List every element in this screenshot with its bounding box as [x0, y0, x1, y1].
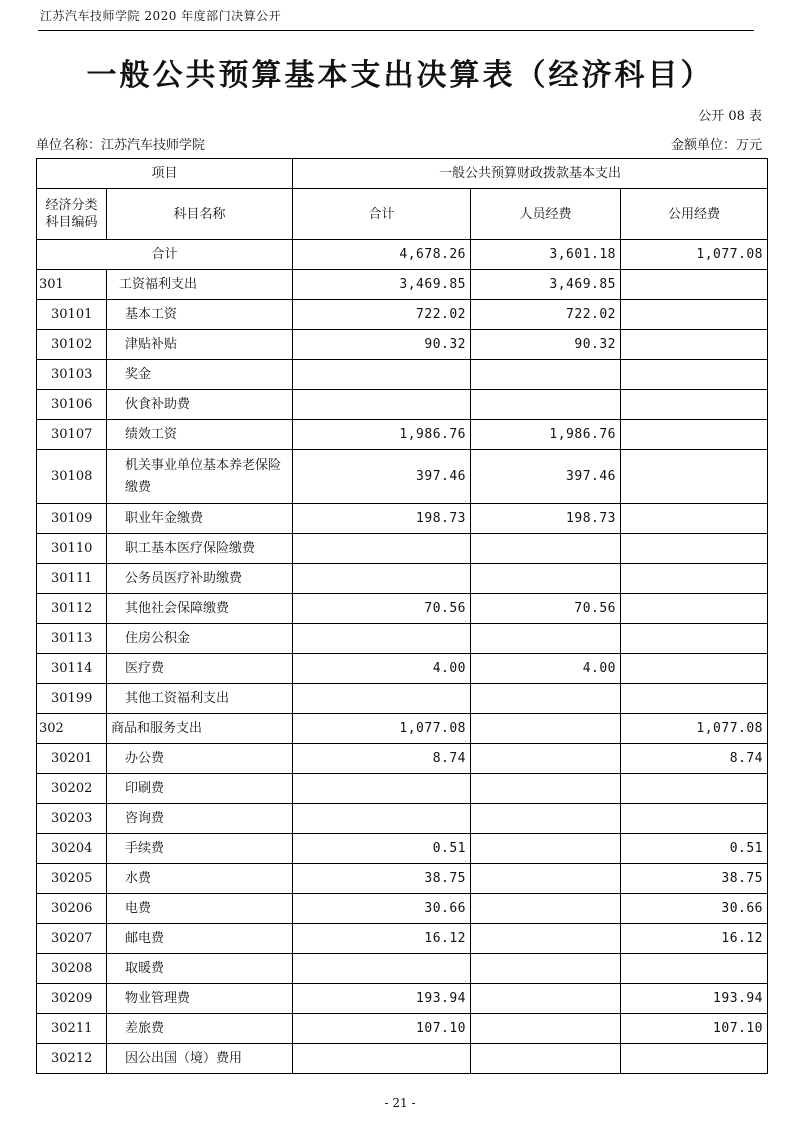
table-row	[37, 744, 768, 774]
row-total: 8.74	[293, 744, 471, 774]
header-personnel: 人员经费	[471, 189, 621, 240]
table-body	[37, 159, 768, 1074]
row-total: 3,469.85	[293, 270, 471, 300]
row-name: 其他社会保障缴费	[107, 594, 293, 624]
row-code: 30211	[37, 1014, 107, 1044]
row-public	[621, 390, 768, 420]
table-row	[37, 684, 768, 714]
row-total	[293, 1044, 471, 1074]
row-name: 奖金	[107, 360, 293, 390]
row-total: 4.00	[293, 654, 471, 684]
row-personnel	[471, 954, 621, 984]
row-public	[621, 360, 768, 390]
row-total: 722.02	[293, 300, 471, 330]
row-code: 30101	[37, 300, 107, 330]
row-public	[621, 774, 768, 804]
row-code: 30102	[37, 330, 107, 360]
row-total	[293, 390, 471, 420]
row-total: 1,077.08	[293, 714, 471, 744]
expense-table	[36, 158, 768, 1074]
row-public	[621, 564, 768, 594]
row-total	[293, 684, 471, 714]
row-code: 30109	[37, 504, 107, 534]
row-personnel	[471, 714, 621, 744]
row-public: 16.12	[621, 924, 768, 954]
row-name: 津贴补贴	[107, 330, 293, 360]
row-code: 30103	[37, 360, 107, 390]
unit-name: 单位名称：江苏汽车技师学院	[36, 138, 206, 153]
table-row	[37, 894, 768, 924]
row-total	[293, 360, 471, 390]
row-total: 397.46	[293, 450, 471, 504]
row-total	[293, 534, 471, 564]
row-public	[621, 624, 768, 654]
row-public	[621, 270, 768, 300]
header-code: 经济分类科目编码	[37, 189, 107, 240]
row-total: 198.73	[293, 504, 471, 534]
table-row	[37, 300, 768, 330]
table-row	[37, 624, 768, 654]
row-code: 30204	[37, 834, 107, 864]
row-name: 职工基本医疗保险缴费	[107, 534, 293, 564]
table-row	[37, 504, 768, 534]
total-personnel: 3,601.18	[471, 240, 621, 270]
row-personnel	[471, 984, 621, 1014]
table-row	[37, 864, 768, 894]
table-row	[37, 1044, 768, 1074]
row-code: 30199	[37, 684, 107, 714]
total-label: 合计	[37, 240, 293, 270]
table-row	[37, 774, 768, 804]
table-row	[37, 714, 768, 744]
table-row	[37, 954, 768, 984]
row-total	[293, 774, 471, 804]
row-total: 16.12	[293, 924, 471, 954]
table-row	[37, 450, 768, 504]
row-code: 301	[37, 270, 107, 300]
row-name: 电费	[107, 894, 293, 924]
row-total	[293, 804, 471, 834]
row-personnel	[471, 1014, 621, 1044]
row-name: 取暖费	[107, 954, 293, 984]
row-name: 住房公积金	[107, 624, 293, 654]
row-personnel	[471, 924, 621, 954]
row-personnel	[471, 864, 621, 894]
row-code: 30209	[37, 984, 107, 1014]
row-public: 107.10	[621, 1014, 768, 1044]
row-code: 30111	[37, 564, 107, 594]
row-personnel	[471, 390, 621, 420]
row-code: 30113	[37, 624, 107, 654]
header-name: 科目名称	[107, 189, 293, 240]
row-personnel	[471, 1044, 621, 1074]
row-personnel	[471, 624, 621, 654]
row-personnel: 4.00	[471, 654, 621, 684]
row-name: 商品和服务支出	[107, 714, 293, 744]
table-row	[37, 804, 768, 834]
row-code: 30207	[37, 924, 107, 954]
amount-unit: 金额单位：万元	[670, 138, 762, 153]
total-row	[37, 240, 768, 270]
row-personnel: 722.02	[471, 300, 621, 330]
row-personnel: 1,986.76	[471, 420, 621, 450]
table-row	[37, 360, 768, 390]
table-row	[37, 270, 768, 300]
row-code: 30212	[37, 1044, 107, 1074]
table-row	[37, 564, 768, 594]
table-code: 公开 08 表	[698, 109, 762, 124]
row-code: 30201	[37, 744, 107, 774]
row-public	[621, 804, 768, 834]
table-row	[37, 534, 768, 564]
row-name: 伙食补助费	[107, 390, 293, 420]
row-name: 印刷费	[107, 774, 293, 804]
header-row-group	[37, 159, 768, 189]
row-code: 30112	[37, 594, 107, 624]
row-code: 30206	[37, 894, 107, 924]
row-code: 30208	[37, 954, 107, 984]
row-total: 193.94	[293, 984, 471, 1014]
row-code: 30110	[37, 534, 107, 564]
row-personnel	[471, 804, 621, 834]
header-row-columns	[37, 189, 768, 240]
row-public: 0.51	[621, 834, 768, 864]
row-code: 30203	[37, 804, 107, 834]
table-row	[37, 654, 768, 684]
row-public	[621, 594, 768, 624]
page-number: - 21 -	[384, 1096, 416, 1110]
row-personnel	[471, 534, 621, 564]
row-total	[293, 624, 471, 654]
row-personnel	[471, 774, 621, 804]
row-personnel: 397.46	[471, 450, 621, 504]
header-title: 江苏汽车技师学院 2020 年度部门决算公开	[40, 9, 282, 23]
row-code: 30107	[37, 420, 107, 450]
row-public: 30.66	[621, 894, 768, 924]
row-name: 工资福利支出	[107, 270, 293, 300]
row-code: 30202	[37, 774, 107, 804]
row-code: 302	[37, 714, 107, 744]
row-total: 1,986.76	[293, 420, 471, 450]
total-public: 1,077.08	[621, 240, 768, 270]
row-code: 30108	[37, 450, 107, 504]
row-public	[621, 450, 768, 504]
row-name: 公务员医疗补助缴费	[107, 564, 293, 594]
row-total: 70.56	[293, 594, 471, 624]
row-personnel	[471, 744, 621, 774]
row-public	[621, 684, 768, 714]
row-public	[621, 504, 768, 534]
row-name: 咨询费	[107, 804, 293, 834]
row-personnel	[471, 834, 621, 864]
document-title: 一般公共预算基本支出决算表（经济科目）	[86, 58, 714, 93]
table-row	[37, 924, 768, 954]
row-public: 8.74	[621, 744, 768, 774]
row-name: 物业管理费	[107, 984, 293, 1014]
total-value: 4,678.26	[293, 240, 471, 270]
row-total: 0.51	[293, 834, 471, 864]
row-total	[293, 564, 471, 594]
row-name: 水费	[107, 864, 293, 894]
row-name: 其他工资福利支出	[107, 684, 293, 714]
table-row	[37, 330, 768, 360]
header-item: 项目	[37, 159, 293, 189]
row-total	[293, 954, 471, 984]
row-personnel: 3,469.85	[471, 270, 621, 300]
row-personnel	[471, 894, 621, 924]
row-public: 1,077.08	[621, 714, 768, 744]
row-total: 30.66	[293, 894, 471, 924]
row-name: 医疗费	[107, 654, 293, 684]
row-personnel	[471, 564, 621, 594]
row-personnel: 90.32	[471, 330, 621, 360]
row-name: 差旅费	[107, 1014, 293, 1044]
row-public	[621, 534, 768, 564]
row-public: 193.94	[621, 984, 768, 1014]
table-row	[37, 834, 768, 864]
row-name: 绩效工资	[107, 420, 293, 450]
row-code: 30205	[37, 864, 107, 894]
row-public	[621, 1044, 768, 1074]
row-name: 机关事业单位基本养老保险缴费	[107, 450, 293, 504]
table-row	[37, 594, 768, 624]
row-name: 基本工资	[107, 300, 293, 330]
row-code: 30106	[37, 390, 107, 420]
row-name: 手续费	[107, 834, 293, 864]
row-personnel: 198.73	[471, 504, 621, 534]
row-code: 30114	[37, 654, 107, 684]
row-personnel	[471, 360, 621, 390]
row-public	[621, 954, 768, 984]
row-public	[621, 654, 768, 684]
row-total: 107.10	[293, 1014, 471, 1044]
header-expense-group: 一般公共预算财政拨款基本支出	[293, 159, 768, 189]
table-row	[37, 984, 768, 1014]
row-name: 职业年金缴费	[107, 504, 293, 534]
table-row	[37, 390, 768, 420]
row-total: 38.75	[293, 864, 471, 894]
row-personnel: 70.56	[471, 594, 621, 624]
row-public	[621, 330, 768, 360]
row-name: 邮电费	[107, 924, 293, 954]
row-personnel	[471, 684, 621, 714]
header-public: 公用经费	[621, 189, 768, 240]
table-row	[37, 420, 768, 450]
row-name: 办公费	[107, 744, 293, 774]
header-divider	[38, 30, 754, 31]
table-row	[37, 1014, 768, 1044]
row-name: 因公出国（境）费用	[107, 1044, 293, 1074]
row-public: 38.75	[621, 864, 768, 894]
row-total: 90.32	[293, 330, 471, 360]
row-public	[621, 420, 768, 450]
row-public	[621, 300, 768, 330]
header-total: 合计	[293, 189, 471, 240]
